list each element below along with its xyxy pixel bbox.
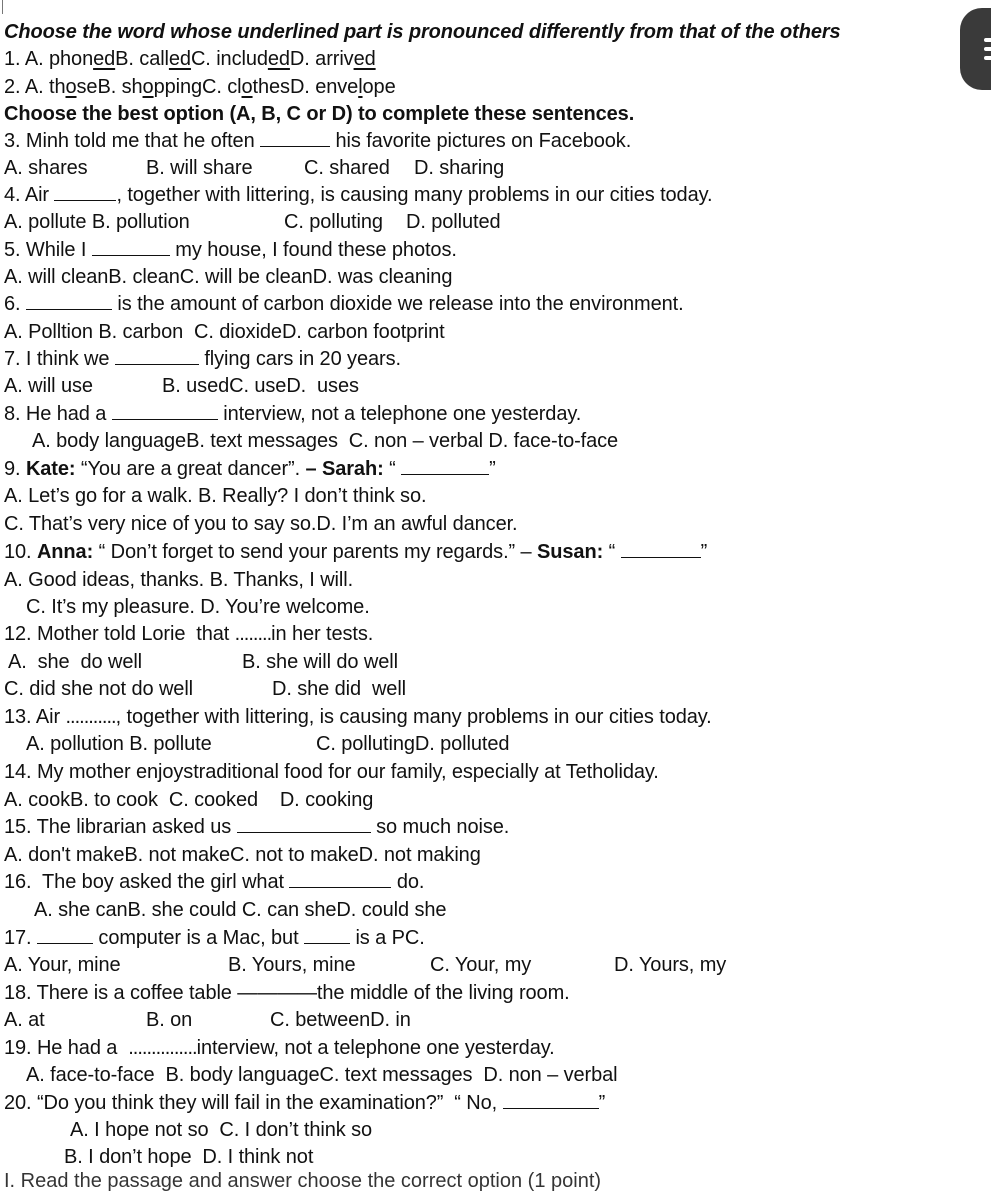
answer-blank [26,291,112,310]
floating-menu-button[interactable] [960,8,991,90]
question-20-options-bd: B. I don’t hope D. I think not [64,1146,314,1168]
answer-blank [92,237,170,256]
answer-blank [621,539,701,558]
corner-mark [2,0,3,14]
question-8: 8. He had a interview, not a telephone one yesterday. [4,403,582,425]
question-10-options-ab: A. Good ideas, thanks. B. Thanks, I will. [4,569,354,591]
question-14: 14. My mother enjoystraditional food for our family, especially at Tetholiday. [4,761,659,783]
answer-blank [37,925,93,944]
menu-icon-bar [984,56,991,60]
answer-blank [401,456,489,475]
question-3-options: A. shares B. will share C. shared D. sharing [4,157,505,179]
menu-icon-bar [984,38,991,42]
answer-blank [503,1090,599,1109]
question-18-options: A. at B. on C. betweenD. in [4,1009,411,1031]
question-20: 20. “Do you think they will fail in the examination?” “ No, ” [4,1092,606,1114]
question-15: 15. The librarian asked us so much noise. [4,816,510,838]
question-2: 2. A. thoseB. shoppingC. clothesD. envelope [4,76,396,98]
question-19-options: A. face-to-face B. body languageC. text messages D. non – verbal [26,1064,618,1086]
question-19: 19. He had a ...............interview, not a telephone one yesterday. [4,1037,555,1059]
question-7-options: A. will use B. usedC. useD. uses [4,375,359,397]
question-10-options-cd: C. It’s my pleasure. D. You’re welcome. [26,596,370,618]
question-12-options-ab: A. she do well B. she will do well [8,651,398,673]
answer-blank [260,128,330,147]
question-7: 7. I think we flying cars in 20 years. [4,348,401,370]
question-17-options: A. Your, mine B. Yours, mine C. Your, my D. Yours, my [4,954,727,976]
question-12-options-cd: C. did she not do well D. she did well [4,678,407,700]
answer-blank [54,182,116,201]
question-9: 9. Kate: “You are a great dancer”. – Sarah: “ ” [4,458,496,480]
question-9-options-cd: C. That’s very nice of you to say so.D. I’m an awful dancer. [4,513,518,535]
question-9-options-ab: A. Let’s go for a walk. B. Really? I don’t think so. [4,485,427,507]
answer-blank [304,925,350,944]
question-3: 3. Minh told me that he often his favorite pictures on Facebook. [4,130,632,152]
question-4-options: A. pollute B. pollution C. polluting D. polluted [4,211,501,233]
question-6-options: A. Polltion B. carbon C. dioxideD. carbon footprint [4,321,445,343]
question-10: 10. Anna: “ Don’t forget to send your parents my regards.” – Susan: “ ” [4,541,708,563]
section-heading-pronunciation: Choose the word whose underlined part is pronounced differently from that of the others [4,21,841,43]
question-20-options-ac: A. I hope not so C. I don’t think so [70,1119,373,1141]
question-8-options: A. body languageB. text messages C. non – verbal D. face-to-face [32,430,619,452]
question-17: 17. computer is a Mac, but is a PC. [4,927,425,949]
question-14-options: A. cookB. to cook C. cooked D. cooking [4,789,374,811]
section-heading-best-option: Choose the best option (A, B, C or D) to complete these sentences. [4,103,635,125]
answer-blank [289,869,391,888]
question-16: 16. The boy asked the girl what do. [4,871,425,893]
answer-blank [115,346,199,365]
answer-blank [237,814,371,833]
question-16-options: A. she canB. she could C. can sheD. could she [34,899,447,921]
question-12: 12. Mother told Lorie that ........in her tests. [4,623,374,645]
answer-blank [112,401,218,420]
question-13-options: A. pollution B. pollute C. pollutingD. polluted [26,733,510,755]
question-5: 5. While I my house, I found these photos. [4,239,457,261]
question-13: 13. Air ..........., together with littering, is causing many problems in our cities today. [4,706,712,728]
menu-icon-bar [984,47,991,51]
question-6: 6. is the amount of carbon dioxide we release into the environment. [4,293,684,315]
question-1: 1. A. phonedB. calledC. includedD. arrived [4,48,376,70]
cut-off-next-section-heading: I. Read the passage and answer choose the correct option (1 point) [4,1170,602,1192]
question-15-options: A. don't makeB. not makeC. not to makeD. not making [4,844,481,866]
question-5-options: A. will cleanB. cleanC. will be cleanD. was cleaning [4,266,453,288]
question-4: 4. Air , together with littering, is causing many problems in our cities today. [4,184,713,206]
question-18: 18. There is a coffee table ————the middle of the living room. [4,982,570,1004]
